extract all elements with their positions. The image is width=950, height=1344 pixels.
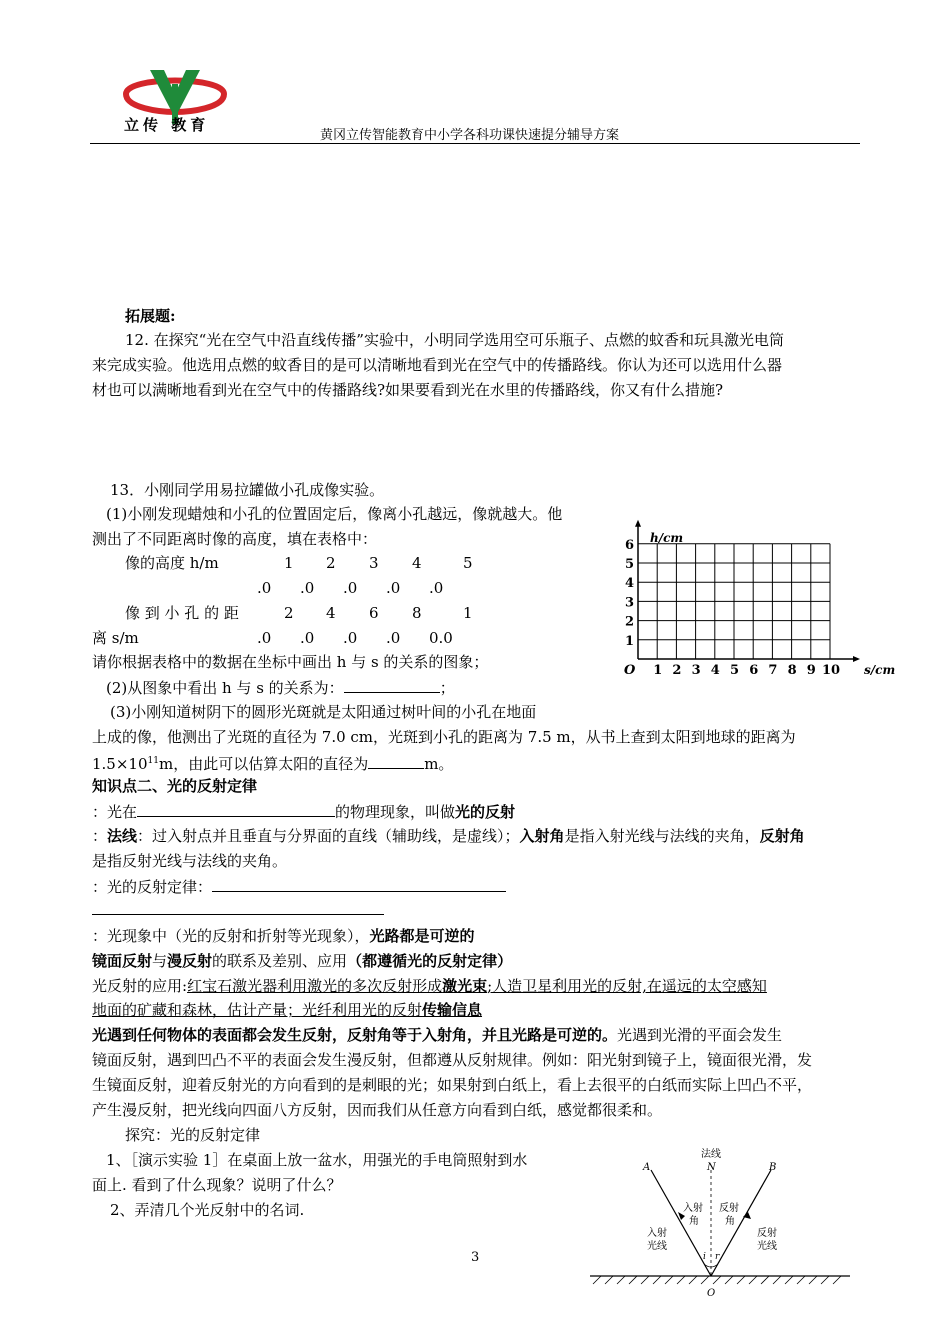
kp2-line8 bbox=[92, 1000, 482, 1020]
x-tick-label: 4 bbox=[710, 663, 720, 678]
table-cell: .0 bbox=[257, 579, 272, 597]
label-n: N bbox=[707, 1162, 716, 1173]
y-tick-label: 1 bbox=[625, 633, 635, 649]
q13-p1-line2: 测出了不同距离时像的高度，填在表格中： bbox=[92, 530, 378, 548]
q13-p3-line2: 上成的像，他测出了光斑的直径为 7.0 cm，光斑到小孔的距离为 7.5 m，从书上查到太阳到地球的距离为 bbox=[92, 728, 796, 746]
y-axis-label: h/cm bbox=[650, 531, 684, 545]
table-cell: 4 bbox=[326, 604, 336, 622]
q13-p2-end: ； bbox=[439, 679, 455, 697]
table-cell: .0 bbox=[429, 579, 444, 597]
sun-distance: 1.5×10 bbox=[92, 755, 148, 773]
table-row2-label: 像 到 小 孔 的 距 bbox=[125, 604, 239, 622]
table-cell: 1 bbox=[463, 604, 473, 622]
kp2-l6-d: 的联系及差别、应用 bbox=[212, 952, 348, 970]
kp2-l2-f: 反射角 bbox=[759, 827, 805, 845]
table-cell: .0 bbox=[300, 579, 315, 597]
kp2-paragraph-line2: 镜面反射，遇到凹凸不平的表面会发生漫反射，但都遵从反射规律。例如：阳光射到镜子上，镜面很光滑，发 bbox=[92, 1051, 813, 1069]
kp2-l7-c: 激光束 bbox=[442, 977, 488, 995]
kp2-l8-b: 传输信息 bbox=[422, 1001, 483, 1019]
label-incident-angle-2: 角 bbox=[689, 1216, 699, 1227]
kp2-l7-a: 光反射的应用: bbox=[92, 977, 188, 995]
y-tick-label: 5 bbox=[625, 557, 635, 572]
kp2-l6-a: 镜面反射 bbox=[92, 952, 153, 970]
q12-line1: 12. 在探究“光在空气中沿直线传播”实验中，小明同学选用空可乐瓶子、点燃的蚊香和玩具激光电筒 bbox=[125, 331, 784, 349]
label-a: A bbox=[643, 1162, 651, 1173]
table-cell: 6 bbox=[369, 604, 379, 622]
page-number: 3 bbox=[471, 1250, 480, 1265]
y-tick-label: 4 bbox=[625, 576, 635, 592]
kp2-paragraph-line1 bbox=[92, 1025, 782, 1045]
table-row2-label-cont: 离 s/m bbox=[92, 629, 139, 647]
table-cell: .0 bbox=[343, 629, 358, 647]
kp2-l2-d: 入射角 bbox=[519, 827, 565, 845]
kp2-paragraph-line4: 产生漫反射，把光线向四面八方反射，因而我们从任意方向看到白纸，感觉都很柔和。 bbox=[92, 1101, 663, 1119]
kp2-line2 bbox=[92, 826, 805, 846]
answer-blank[interactable] bbox=[344, 677, 440, 693]
reflected-ray bbox=[711, 1170, 771, 1276]
kp2-l6-c: 漫反射 bbox=[167, 952, 213, 970]
kp2-l5-b: 光路都是可逆的 bbox=[369, 927, 475, 945]
table-row1-label: 像的高度 h/m bbox=[125, 554, 219, 572]
mirror-hatching bbox=[593, 1276, 841, 1284]
kp2-line4 bbox=[92, 876, 506, 897]
label-reflect-ray-1: 反射 bbox=[757, 1228, 777, 1239]
kp2-explore: 探究：光的反射定律 bbox=[125, 1126, 261, 1144]
kp2-l2-c: ：过入射点并且垂直与分界面的直线（辅助线，是虚线）； bbox=[137, 827, 520, 845]
x-tick-label: 6 bbox=[749, 663, 759, 678]
label-reflect-ray-2: 光线 bbox=[757, 1241, 777, 1252]
label-r: r bbox=[715, 1252, 720, 1262]
kp2-l1-a: ：光在 bbox=[92, 803, 138, 821]
x-tick-label: 8 bbox=[787, 663, 797, 678]
x-tick-label: 10 bbox=[822, 663, 841, 678]
label-normal: 法线 bbox=[701, 1149, 721, 1160]
x-tick-label: 7 bbox=[768, 663, 778, 678]
x-axis-arrow bbox=[853, 656, 860, 662]
table-cell: .0 bbox=[257, 629, 272, 647]
header-logo bbox=[120, 64, 230, 144]
answer-blank[interactable] bbox=[212, 876, 506, 892]
y-tick-label: 2 bbox=[625, 614, 635, 630]
kp2-l2-e: 是指入射光线与法线的夹角， bbox=[564, 827, 760, 845]
table-cell: .0 bbox=[386, 579, 401, 597]
x-tick-label: 5 bbox=[730, 663, 740, 678]
kp2-title: 知识点二、光的反射定律 bbox=[92, 777, 258, 795]
x-tick-label: 2 bbox=[672, 663, 682, 678]
kp2-l1-b: 的物理现象，叫做 bbox=[335, 803, 456, 821]
answer-blank[interactable] bbox=[137, 801, 335, 817]
kp2-demo1-line1: 1、［演示实验 1］在桌面上放一盆水，用强光的手电筒照射到水 bbox=[106, 1151, 528, 1169]
y-tick-label: 6 bbox=[625, 537, 635, 553]
kp2-l1-c: 光的反射 bbox=[455, 803, 516, 821]
q13-p3-text: m，由此可以估算太阳的直径为 bbox=[158, 755, 369, 773]
kp2-demo2: 2、弄清几个光反射中的名词. bbox=[110, 1201, 305, 1219]
q13-p2 bbox=[106, 677, 455, 698]
q13-p1-line1: (1)小刚发现蜡烛和小孔的位置固定后，像离小孔越远，像就越大。他 bbox=[106, 505, 563, 523]
table-cell: 8 bbox=[412, 604, 422, 622]
label-incident-ray-1: 入射 bbox=[647, 1228, 667, 1239]
kp2-l8-a: 地面的矿藏和森林，估计产量；光纤利用光的反射 bbox=[92, 1001, 423, 1019]
header-rule bbox=[90, 143, 860, 144]
kp2-line6 bbox=[92, 951, 512, 971]
kp2-line1 bbox=[92, 801, 515, 822]
kp2-l5-a: ：光现象中（光的反射和折射等光现象）， bbox=[92, 927, 370, 945]
table-cell: 2 bbox=[326, 554, 336, 572]
kp2-l2-b: 法线 bbox=[107, 827, 138, 845]
label-reflect-angle-1: 反射 bbox=[719, 1203, 739, 1214]
section-extension: 拓展题: bbox=[125, 307, 176, 325]
q13-instruction: 请你根据表格中的数据在坐标中画出 h 与 s 的关系的图象； bbox=[92, 653, 489, 671]
table-cell: .0 bbox=[300, 629, 315, 647]
q13-p3-line1: (3)小刚知道树阴下的圆形光斑就是太阳通过树叶间的小孔在地面 bbox=[110, 703, 537, 721]
kp2-line7 bbox=[92, 976, 767, 996]
table-cell: 0.0 bbox=[429, 629, 453, 647]
kp2-l7-b: 红宝石激光器利用激光的多次反射形成 bbox=[187, 977, 443, 995]
q13-p2-text: (2)从图象中看出 h 与 s 的关系为： bbox=[106, 679, 344, 697]
kp2-line3: 是指反射光线与法线的夹角。 bbox=[92, 852, 288, 870]
answer-blank[interactable] bbox=[368, 753, 424, 769]
table-cell: 5 bbox=[463, 554, 473, 572]
table-cell: 1 bbox=[284, 554, 294, 572]
y-tick-label: 3 bbox=[625, 595, 635, 611]
kp2-l6-b: 与 bbox=[152, 952, 168, 970]
table-cell: 4 bbox=[412, 554, 422, 572]
label-incident-ray-2: 光线 bbox=[647, 1241, 667, 1252]
label-o: O bbox=[707, 1288, 716, 1299]
y-axis-arrow bbox=[635, 520, 641, 527]
table-cell: 2 bbox=[284, 604, 294, 622]
sun-distance-exp: 11 bbox=[147, 756, 159, 766]
kp2-l6-e: （都遵循光的反射定律） bbox=[347, 952, 513, 970]
table-cell: 3 bbox=[369, 554, 379, 572]
incident-ray bbox=[651, 1170, 711, 1276]
answer-blank-line[interactable] bbox=[92, 914, 384, 915]
kp2-paragraph-line3: 生镜面反射，迎着反射光的方向看到的是刺眼的光；如果射到白纸上，看上去很平的白纸而实际上凹凸不平， bbox=[92, 1076, 813, 1094]
reflection-diagram bbox=[585, 1140, 855, 1300]
label-incident-angle-1: 入射 bbox=[683, 1203, 703, 1214]
label-reflect-angle-2: 角 bbox=[725, 1216, 735, 1227]
q13-p3-unit: m。 bbox=[424, 755, 454, 773]
table-cell: .0 bbox=[386, 629, 401, 647]
kp2-l4: ：光的反射定律： bbox=[92, 878, 213, 896]
x-tick-label: 9 bbox=[806, 663, 816, 678]
q12-line2: 来完成实验。他选用点燃的蚊香目的是可以清晰地看到光在空气中的传播路线。你认为还可以选用什么器 bbox=[92, 356, 783, 374]
table-cell: .0 bbox=[343, 579, 358, 597]
kp2-demo1-line2: 面上. 看到了什么现象？说明了什么？ bbox=[92, 1176, 342, 1194]
x-tick-label: 3 bbox=[691, 663, 701, 678]
x-axis-label: s/cm bbox=[864, 663, 896, 677]
kp2-line5 bbox=[92, 926, 475, 946]
header-title: 黄冈立传智能教育中小学各科功课快速提分辅导方案 bbox=[320, 128, 620, 143]
x-tick-label: 1 bbox=[653, 663, 663, 678]
hs-graph bbox=[618, 526, 896, 698]
kp2-l2-a: ： bbox=[92, 827, 108, 845]
logo-text: 立传 教育 bbox=[124, 116, 210, 134]
kp2-p-bold: 光遇到任何物体的表面都会发生反射，反射角等于入射角，并且光路是可逆的。 bbox=[92, 1026, 618, 1044]
q13-p3-line3 bbox=[92, 751, 453, 774]
label-i: i bbox=[703, 1252, 706, 1262]
origin-label: O bbox=[624, 663, 636, 678]
q13-title: 13．小刚同学用易拉罐做小孔成像实验。 bbox=[110, 481, 385, 499]
kp2-l7-d: ;人造卫星利用光的反射,在遥远的太空感知 bbox=[487, 977, 767, 995]
q12-line3: 材也可以满晰地看到光在空气中的传播路线?如果要看到光在水里的传播路线，你又有什么措施? bbox=[92, 381, 724, 399]
kp2-p-rest1: 光遇到光滑的平面会发生 bbox=[617, 1026, 783, 1044]
label-b: B bbox=[769, 1162, 777, 1173]
